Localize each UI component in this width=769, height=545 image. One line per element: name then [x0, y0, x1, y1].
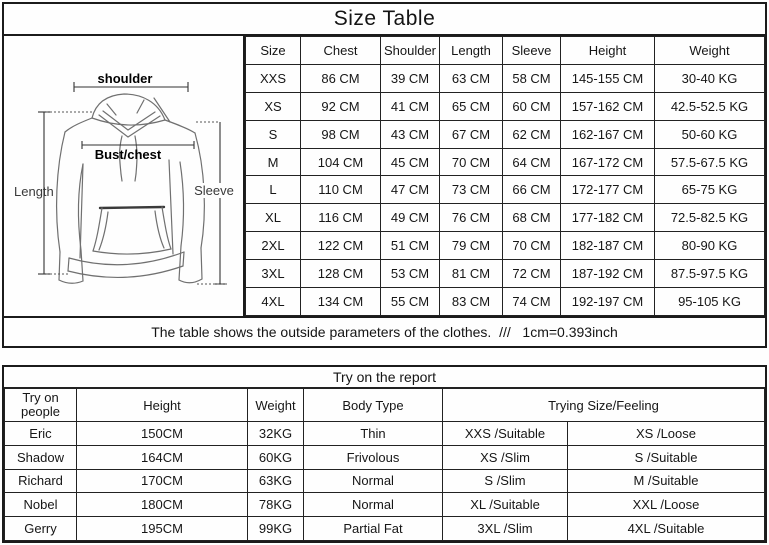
hoodie-measurement-diagram — [4, 36, 245, 316]
cell: 86 CM — [301, 64, 381, 92]
cell: 60 CM — [503, 92, 561, 120]
cell: 182-187 CM — [561, 232, 655, 260]
cell: 104 CM — [301, 148, 381, 176]
page-title: Size Table — [4, 4, 765, 36]
shoulder-label: shoulder — [97, 71, 153, 86]
cell: 79 CM — [440, 232, 503, 260]
size-row-xs — [246, 92, 765, 120]
try-on-row-eric — [5, 422, 765, 446]
try-on-grid — [4, 388, 765, 541]
cell: 180CM — [77, 493, 248, 517]
size-grid — [245, 36, 765, 316]
cell: XS /Slim — [443, 445, 568, 469]
cell: L — [246, 176, 301, 204]
cell: 57.5-67.5 KG — [655, 148, 765, 176]
size-row-4xl — [246, 288, 765, 316]
col-header: Weight — [248, 389, 304, 422]
cell: 64 CM — [503, 148, 561, 176]
cell: Thin — [304, 422, 443, 446]
cell: 39 CM — [381, 64, 440, 92]
col-header: Height — [77, 389, 248, 422]
cell: 3XL — [246, 260, 301, 288]
size-table-section — [2, 2, 767, 348]
cell: 170CM — [77, 469, 248, 493]
cell: 98 CM — [301, 120, 381, 148]
size-table-body — [4, 36, 765, 316]
cell: 55 CM — [381, 288, 440, 316]
cell: Eric — [5, 422, 77, 446]
size-header-row — [246, 37, 765, 65]
size-row-xxs — [246, 64, 765, 92]
col-header: Sleeve — [503, 37, 561, 65]
cell: 177-182 CM — [561, 204, 655, 232]
cell: 3XL /Slim — [443, 517, 568, 541]
cell: 72.5-82.5 KG — [655, 204, 765, 232]
col-header: Shoulder — [381, 37, 440, 65]
cell: 67 CM — [440, 120, 503, 148]
measurement-note: The table shows the outside parameters of the clothes. /// 1cm=0.393inch — [4, 316, 765, 346]
cell: 134 CM — [301, 288, 381, 316]
cell: XS /Loose — [568, 422, 765, 446]
cell: M — [246, 148, 301, 176]
size-row-m — [246, 148, 765, 176]
cell: 32KG — [248, 422, 304, 446]
cell: 87.5-97.5 KG — [655, 260, 765, 288]
cell: 65-75 KG — [655, 176, 765, 204]
cell: 187-192 CM — [561, 260, 655, 288]
col-header: Weight — [655, 37, 765, 65]
size-grid-container — [245, 36, 765, 316]
cell: 30-40 KG — [655, 64, 765, 92]
cell: 50-60 KG — [655, 120, 765, 148]
cell: 95-105 KG — [655, 288, 765, 316]
size-row-2xl — [246, 232, 765, 260]
length-label: Length — [14, 184, 54, 199]
try-on-header-row — [5, 389, 765, 422]
cell: 145-155 CM — [561, 64, 655, 92]
cell: 70 CM — [440, 148, 503, 176]
cell: Partial Fat — [304, 517, 443, 541]
size-row-s — [246, 120, 765, 148]
col-header: Body Type — [304, 389, 443, 422]
bust-chest-label: Bust/chest — [94, 147, 162, 162]
cell: Nobel — [5, 493, 77, 517]
cell: 63KG — [248, 469, 304, 493]
cell: 65 CM — [440, 92, 503, 120]
cell: S /Suitable — [568, 445, 765, 469]
cell: 72 CM — [503, 260, 561, 288]
col-header: Size — [246, 37, 301, 65]
cell: S — [246, 120, 301, 148]
cell: 76 CM — [440, 204, 503, 232]
try-on-title: Try on the report — [4, 367, 765, 388]
cell: 51 CM — [381, 232, 440, 260]
cell: 2XL — [246, 232, 301, 260]
cell: 42.5-52.5 KG — [655, 92, 765, 120]
cell: 70 CM — [503, 232, 561, 260]
cell: XXS /Suitable — [443, 422, 568, 446]
cell: 80-90 KG — [655, 232, 765, 260]
cell: 68 CM — [503, 204, 561, 232]
cell: 4XL /Suitable — [568, 517, 765, 541]
cell: Shadow — [5, 445, 77, 469]
cell: XS — [246, 92, 301, 120]
cell: Richard — [5, 469, 77, 493]
try-on-row-nobel — [5, 493, 765, 517]
cell: XXL /Loose — [568, 493, 765, 517]
cell: 122 CM — [301, 232, 381, 260]
try-on-row-gerry — [5, 517, 765, 541]
col-header: Trying Size/Feeling — [443, 389, 765, 422]
cell: 164CM — [77, 445, 248, 469]
try-on-row-richard — [5, 469, 765, 493]
cell: S /Slim — [443, 469, 568, 493]
cell: 99KG — [248, 517, 304, 541]
hoodie-sketch-icon — [4, 36, 243, 316]
cell: 43 CM — [381, 120, 440, 148]
col-header: Try on people — [5, 389, 77, 422]
cell: 66 CM — [503, 176, 561, 204]
cell: 41 CM — [381, 92, 440, 120]
cell: 78KG — [248, 493, 304, 517]
cell: 60KG — [248, 445, 304, 469]
cell: XL — [246, 204, 301, 232]
cell: 192-197 CM — [561, 288, 655, 316]
col-header: Chest — [301, 37, 381, 65]
cell: 167-172 CM — [561, 148, 655, 176]
cell: 83 CM — [440, 288, 503, 316]
cell: 172-177 CM — [561, 176, 655, 204]
cell: 45 CM — [381, 148, 440, 176]
cell: 128 CM — [301, 260, 381, 288]
size-row-xl — [246, 204, 765, 232]
cell: 162-167 CM — [561, 120, 655, 148]
cell: 92 CM — [301, 92, 381, 120]
cell: 49 CM — [381, 204, 440, 232]
sleeve-label: Sleeve — [194, 183, 234, 198]
cell: XXS — [246, 64, 301, 92]
cell: Normal — [304, 469, 443, 493]
cell: 53 CM — [381, 260, 440, 288]
cell: Normal — [304, 493, 443, 517]
cell: Gerry — [5, 517, 77, 541]
cell: 157-162 CM — [561, 92, 655, 120]
cell: Frivolous — [304, 445, 443, 469]
size-row-3xl — [246, 260, 765, 288]
cell: 81 CM — [440, 260, 503, 288]
cell: M /Suitable — [568, 469, 765, 493]
col-header: Height — [561, 37, 655, 65]
try-on-row-shadow — [5, 445, 765, 469]
cell: 195CM — [77, 517, 248, 541]
cell: 63 CM — [440, 64, 503, 92]
cell: 150CM — [77, 422, 248, 446]
cell: 74 CM — [503, 288, 561, 316]
try-on-section — [2, 365, 767, 543]
size-row-l — [246, 176, 765, 204]
cell: 58 CM — [503, 64, 561, 92]
cell: 116 CM — [301, 204, 381, 232]
cell: 47 CM — [381, 176, 440, 204]
cell: 62 CM — [503, 120, 561, 148]
cell: 110 CM — [301, 176, 381, 204]
cell: 4XL — [246, 288, 301, 316]
cell: XL /Suitable — [443, 493, 568, 517]
col-header: Length — [440, 37, 503, 65]
cell: 73 CM — [440, 176, 503, 204]
